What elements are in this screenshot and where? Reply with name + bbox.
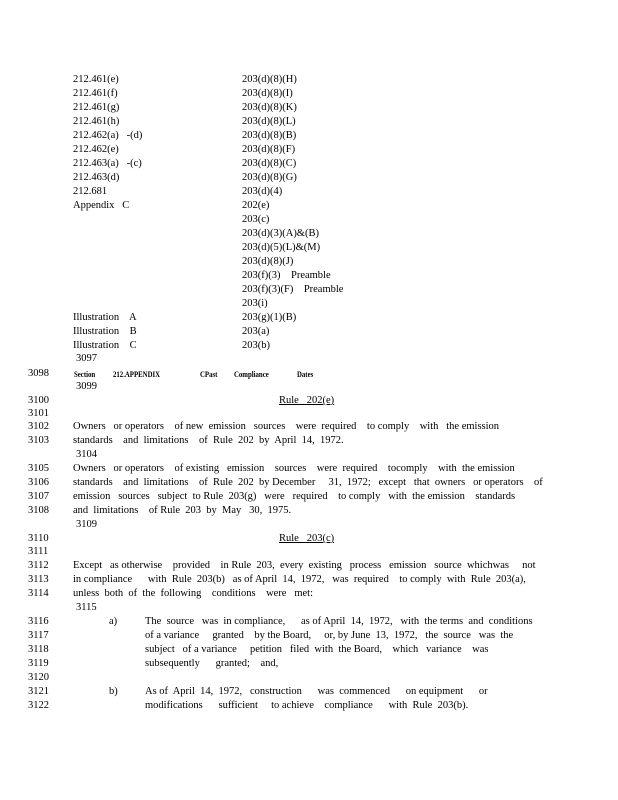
mapping-left: 212.462(a) -(d) bbox=[73, 130, 143, 141]
mapping-right: 203(a) bbox=[242, 326, 270, 337]
mapping-left: 212.461(e) bbox=[73, 74, 119, 85]
line-number: 3100 bbox=[28, 395, 49, 406]
mapping-left: 212.462(e) bbox=[73, 144, 119, 155]
mapping-left: Appendix C bbox=[73, 200, 130, 211]
line-number: 3107 bbox=[28, 491, 49, 502]
line-number: 3108 bbox=[28, 505, 49, 516]
table-header-cpast: CPast bbox=[200, 370, 218, 379]
mapping-left: Illustration A bbox=[73, 312, 137, 323]
line-number: 3105 bbox=[28, 463, 49, 474]
line-number: 3113 bbox=[28, 574, 49, 585]
line-number: 3098 bbox=[28, 368, 49, 379]
mapping-left: 212.681 bbox=[73, 186, 108, 197]
line-marker: 3097 bbox=[76, 353, 97, 364]
line-number: 3114 bbox=[28, 588, 49, 599]
line-number: 3116 bbox=[28, 616, 49, 627]
mapping-left: 212.463(d) bbox=[73, 172, 120, 183]
table-header-appendix: 212.APPENDIX bbox=[113, 370, 161, 379]
list-item-line: As of April 14, 1972, construction was commenced on equipment or bbox=[145, 686, 488, 697]
mapping-left: 212.463(a) -(c) bbox=[73, 158, 142, 169]
paragraph-line: standards and limitations of Rule 202 by April 14, 1972. bbox=[73, 435, 344, 446]
line-marker: 3115 bbox=[76, 602, 97, 613]
paragraph-line: in compliance with Rule 203(b) as of April 14, 1972, was required to comply with Rule 203(a), bbox=[73, 574, 526, 585]
paragraph-line: Except as otherwise provided in Rule 203, every existing process emission source whichwas not bbox=[73, 560, 536, 571]
mapping-right: 203(f)(3) Preamble bbox=[242, 270, 331, 281]
line-number: 3122 bbox=[28, 700, 49, 711]
mapping-right: 203(c) bbox=[242, 214, 270, 225]
mapping-right: 203(d)(8)(H) bbox=[242, 74, 297, 85]
table-header-dates: Dates bbox=[297, 370, 314, 379]
mapping-left: 212.461(f) bbox=[73, 88, 118, 99]
mapping-right: 203(d)(8)(K) bbox=[242, 102, 297, 113]
mapping-right: 203(d)(3)(A)&(B) bbox=[242, 228, 319, 239]
mapping-left: 212.461(g) bbox=[73, 102, 120, 113]
list-item-line: of a variance granted by the Board, or, by June 13, 1972, the source was the bbox=[145, 630, 514, 641]
list-item-line: The source was in compliance, as of April 14, 1972, with the terms and conditions bbox=[145, 616, 533, 627]
line-marker: 3099 bbox=[76, 381, 97, 392]
mapping-right: 203(d)(8)(G) bbox=[242, 172, 297, 183]
line-number: 3111 bbox=[28, 546, 49, 557]
mapping-right: 203(d)(8)(L) bbox=[242, 116, 296, 127]
mapping-left: Illustration C bbox=[73, 340, 137, 351]
paragraph-line: emission sources subject to Rule 203(g) were required to comply with the emission standards bbox=[73, 491, 516, 502]
paragraph-line: Owners or operators of existing emission sources were required tocomply with the emission bbox=[73, 463, 515, 474]
mapping-right: 203(d)(8)(J) bbox=[242, 256, 294, 267]
mapping-left: Illustration B bbox=[73, 326, 137, 337]
line-number: 3103 bbox=[28, 435, 49, 446]
line-number: 3110 bbox=[28, 533, 49, 544]
mapping-right: 203(d)(8)(B) bbox=[242, 130, 297, 141]
paragraph-line: standards and limitations of Rule 202 by December 31, 1972; except that owners or operators of bbox=[73, 477, 543, 488]
list-item-line: modifications sufficient to achieve compliance with Rule 203(b). bbox=[145, 700, 469, 711]
line-number: 3112 bbox=[28, 560, 49, 571]
line-number: 3120 bbox=[28, 672, 49, 683]
mapping-right: 203(f)(3)(F) Preamble bbox=[242, 284, 344, 295]
mapping-right: 203(g)(1)(B) bbox=[242, 312, 297, 323]
line-number: 3118 bbox=[28, 644, 49, 655]
section-heading: Rule 202(e) bbox=[279, 395, 335, 406]
line-number: 3119 bbox=[28, 658, 49, 669]
mapping-right: 203(d)(8)(I) bbox=[242, 88, 293, 99]
list-item-line: subsequently granted; and, bbox=[145, 658, 279, 669]
line-number: 3117 bbox=[28, 630, 49, 641]
paragraph-line: unless both of the following conditions were met: bbox=[73, 588, 314, 599]
paragraph-line: Owners or operators of new emission sources were required to comply with the emission bbox=[73, 421, 500, 432]
mapping-left: 212.461(h) bbox=[73, 116, 120, 127]
line-number: 3106 bbox=[28, 477, 49, 488]
list-item-line: subject of a variance petition filed with the Board, which variance was bbox=[145, 644, 489, 655]
mapping-right: 203(i) bbox=[242, 298, 268, 309]
line-number: 3102 bbox=[28, 421, 49, 432]
paragraph-line: and limitations of Rule 203 by May 30, 1975. bbox=[73, 505, 292, 516]
section-heading: Rule 203(c) bbox=[279, 533, 335, 544]
mapping-right: 203(d)(8)(C) bbox=[242, 158, 297, 169]
list-item-label: b) bbox=[109, 686, 118, 697]
line-marker: 3104 bbox=[76, 449, 97, 460]
table-header-compliance: Compliance bbox=[234, 370, 269, 379]
line-number: 3121 bbox=[28, 686, 49, 697]
mapping-right: 203(d)(8)(F) bbox=[242, 144, 296, 155]
line-number: 3101 bbox=[28, 408, 49, 419]
mapping-right: 203(d)(5)(L)&(M) bbox=[242, 242, 321, 253]
mapping-right: 203(b) bbox=[242, 340, 270, 351]
table-header-section: Section bbox=[74, 370, 96, 379]
mapping-right: 203(d)(4) bbox=[242, 186, 283, 197]
line-marker: 3109 bbox=[76, 519, 97, 530]
list-item-label: a) bbox=[109, 616, 118, 627]
mapping-right: 202(e) bbox=[242, 200, 270, 211]
